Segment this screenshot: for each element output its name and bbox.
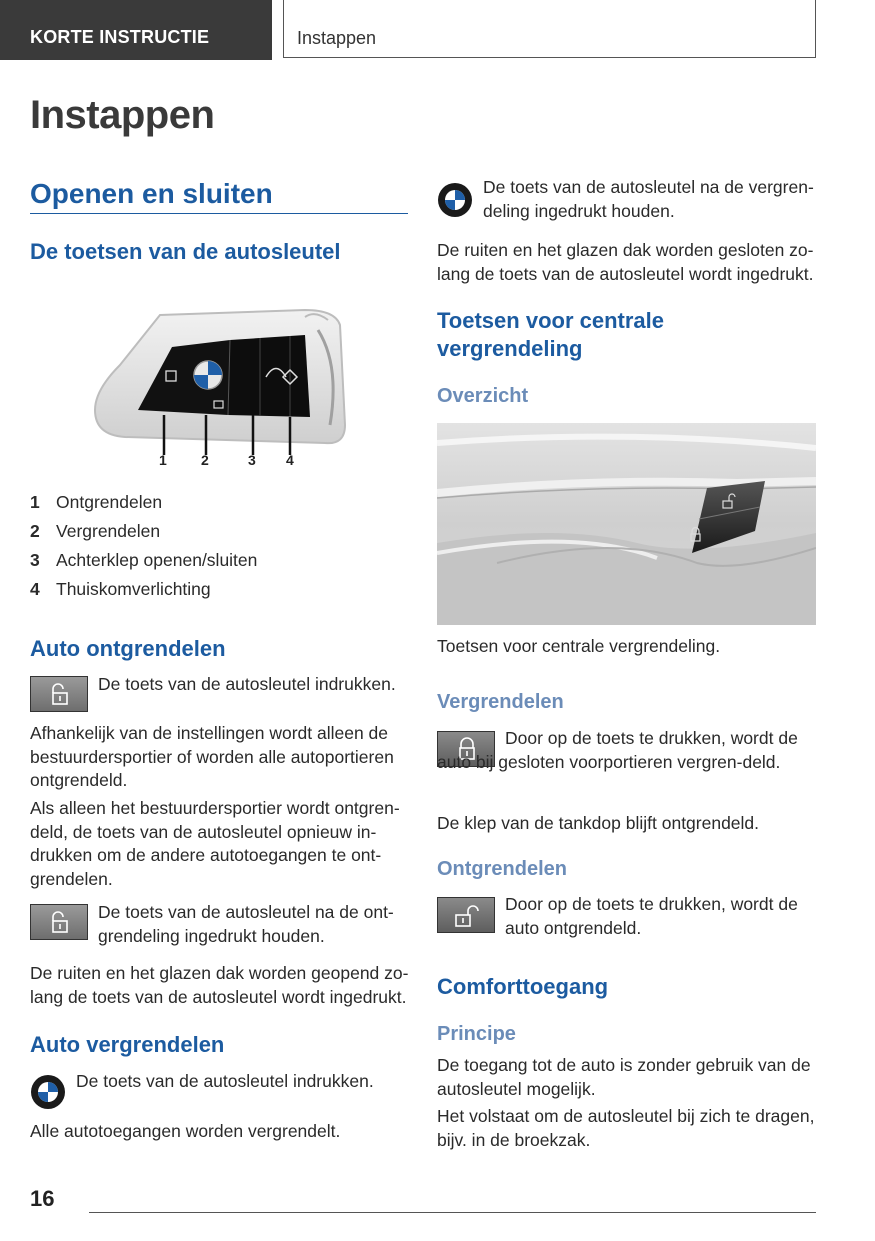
- unlock-instruction: De toets van de autosleutel indrukken.: [98, 674, 396, 694]
- principle-paragraph-2: Het volstaat om de autosleutel bij zich te dragen, bijv. in de broekzak.: [437, 1106, 815, 1150]
- heading-unlock: Ontgrendelen: [437, 858, 568, 880]
- unlock-button-icon: [30, 904, 88, 940]
- heading-unlock-car: Auto ontgrendelen: [30, 636, 226, 661]
- section-tab: [283, 0, 816, 58]
- heading-lock-car: Auto vergrendelen: [30, 1032, 225, 1057]
- photo-caption: Toetsen voor centrale vergrendeling.: [437, 636, 721, 656]
- list-item: 2 Vergrendelen: [30, 521, 161, 541]
- unlock-paragraph-1: Afhankelijk van de instellingen wordt alleen de bestuurdersportier of worden alle autoportieren ontgrendeld.: [30, 723, 394, 790]
- unlock-button-description: Door op de toets te drukken, wordt de auto ontgrendeld.: [505, 894, 798, 938]
- section-label: Instappen: [297, 28, 377, 48]
- fuel-flap-paragraph: De klep van de tankdop blijft ontgrendeld.: [437, 813, 760, 833]
- car-key-illustration: [90, 305, 350, 475]
- list-item: 3 Achterklep openen/sluiten: [30, 550, 258, 570]
- heading-lock: Vergrendelen: [437, 691, 564, 713]
- hold-lock-instruction: De toets van de autosleutel na de vergren-deling ingedrukt houden.: [483, 177, 814, 221]
- key-label-1: 1: [159, 452, 167, 468]
- chapter-label: KORTE INSTRUCTIE: [30, 27, 210, 47]
- page-title: Instappen: [30, 93, 215, 137]
- lock-button-description: Door op de toets te drukken, wordt de auto bij gesloten voorportieren vergren-deld.: [437, 728, 798, 772]
- heading-key-buttons: De toetsen van de autosleutel: [30, 239, 341, 264]
- unlock-button-icon: [437, 897, 495, 933]
- list-item: 4 Thuiskomverlichting: [30, 579, 211, 599]
- unlock-windows-paragraph: De ruiten en het glazen dak worden geopend zo-lang de toets van de autosleutel wordt ingedrukt.: [30, 963, 409, 1007]
- key-label-3: 3: [248, 452, 256, 468]
- heading-overview: Overzicht: [437, 385, 529, 407]
- heading-comfort-access: Comforttoegang: [437, 974, 609, 999]
- bmw-logo-icon: [30, 1074, 66, 1110]
- heading-central-locking: Toetsen voor centrale vergrendeling: [437, 308, 664, 361]
- lock-paragraph: Alle autotoegangen worden vergrendelt.: [30, 1121, 341, 1141]
- list-item: 1 Ontgrendelen: [30, 492, 163, 512]
- bmw-logo-icon: [437, 182, 473, 218]
- chapter-tab: [0, 0, 272, 60]
- principle-paragraph-1: De toegang tot de auto is zonder gebruik van de autosleutel mogelijk.: [437, 1055, 811, 1099]
- unlock-button-icon: [30, 676, 88, 712]
- heading-rule: [30, 213, 408, 214]
- close-windows-paragraph: De ruiten en het glazen dak worden gesloten zo-lang de toets van de autosleutel wordt ingedrukt.: [437, 240, 814, 284]
- key-label-4: 4: [286, 452, 294, 468]
- key-label-2: 2: [201, 452, 209, 468]
- unlock-hold-instruction: De toets van de autosleutel na de ont-grendeling ingedrukt houden.: [98, 902, 394, 946]
- door-panel-photo: [437, 423, 816, 625]
- footer-rule: [89, 1212, 816, 1213]
- lock-instruction: De toets van de autosleutel indrukken.: [76, 1071, 374, 1091]
- page-number: 16: [30, 1186, 55, 1211]
- unlock-paragraph-2: Als alleen het bestuurdersportier wordt ontgren-deld, de toets van de autosleutel opnieuw in-drukken om de andere autotoegangen te ont-grendelen.: [30, 798, 400, 889]
- heading-open-close: Openen en sluiten: [30, 178, 273, 209]
- heading-principle: Principe: [437, 1023, 516, 1045]
